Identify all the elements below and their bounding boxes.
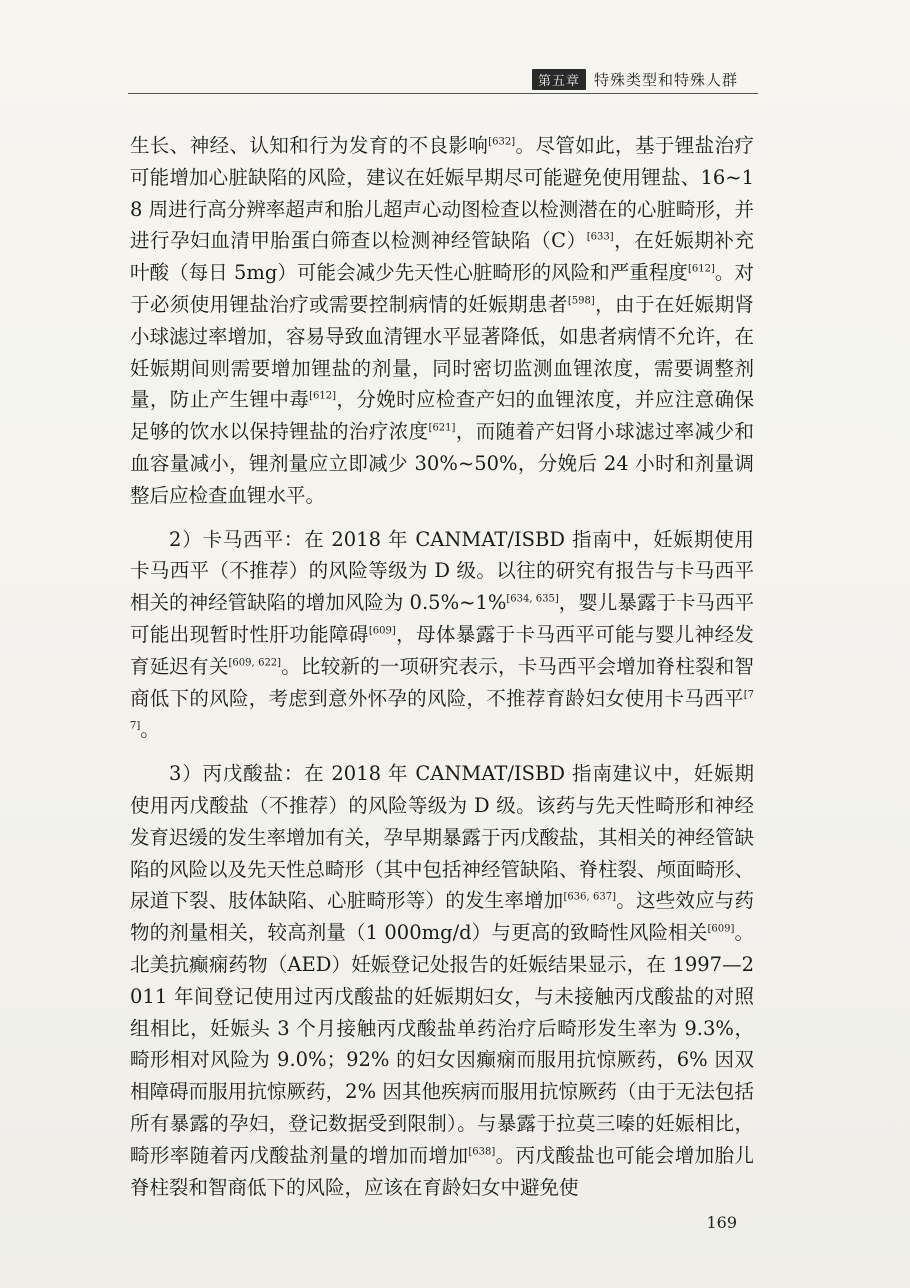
citation-marker: [632] (488, 136, 516, 148)
header-rule (128, 93, 758, 94)
citation-marker: [609] (707, 923, 735, 935)
citation-marker: [609, 622] (228, 657, 282, 669)
text-run: 。这些效应与药物的剂量相关，较高剂量（1 000mg/d）与更高的致畸性风险相关 (130, 889, 754, 945)
text-run: 生长、神经、认知和行为发育的不良影响 (130, 134, 489, 157)
text-run: ，在妊娠期补充叶酸（每日 5mg）可能会减少先天性心脏畸形的风险和严重程度 (130, 229, 754, 285)
text-run: 2）卡马西平：在 2018 年 CANMAT/ISBD 指南中，妊娠期使用卡马西平（不推荐）的风险等级为 D 级。以往的研究有报告与卡马西平相关的神经管缺陷的增加风险为 0.5%~1% (130, 527, 754, 615)
text-run: ，分娩时应检查产妇的血锂浓度，并应注意确保足够的饮水以保持锂盐的治疗浓度 (130, 388, 754, 444)
text-run: 3）丙戊酸盐：在 2018 年 CANMAT/ISBD 指南建议中，妊娠期使用丙戊酸盐（不推荐）的风险等级为 D 级。该药与先天性畸形和神经发育迟缓的发生率增加有关，孕早期暴露于丙戊酸盐，其相关的神经管缺陷的风险以及先天性总畸形（其中包括神经管缺陷、脊柱裂、颅面畸形、尿道下裂、肢体缺陷、心脏畸形等）的发生率增加 (130, 762, 755, 913)
page-number: 169 (706, 1213, 737, 1232)
citation-marker: [621] (428, 422, 456, 434)
citation-marker: [609] (368, 625, 396, 637)
text-run: 。北美抗癫痫药物（AED）妊娠登记处报告的妊娠结果显示，在 1997—2011 年间登记使用过丙戊酸盐的妊娠期妇女，与未接触丙戊酸盐的对照组相比，妊娠头 3 个月接触丙戊酸盐单药治疗后畸形发生率为 9.3%，畸形相对风险为 9.0%；92% 的妇女因癫痫而服用抗惊厥药，6% 因双相障碍而服用抗惊厥药，2% 因其他疾病而服用抗惊厥药（由于无法包括所有暴露的孕妇，登记数据受到限制）。与暴露于拉莫三嗪的妊娠相比，畸形率随着丙戊酸盐剂量的增加而增加 (130, 921, 754, 1167)
body-text (130, 130, 754, 1215)
citation-marker: [77] (130, 689, 754, 732)
citation-marker: [636, 637] (563, 891, 617, 903)
citation-marker: [612] (687, 263, 715, 275)
text-run: ，而随着产妇肾小球滤过率减少和血容量减小，锂剂量应立即减少 30%~50%，分娩后 24 小时和剂量调整后应检查血锂水平。 (130, 420, 754, 507)
text-run: ，由于在妊娠期肾小球滤过率增加，容易导致血清锂水平显著降低，如患者病情不允许，在妊娠期间则需要增加锂盐的剂量，同时密切监测血锂浓度，需要调整剂量，防止产生锂中毒 (130, 292, 755, 412)
text-run: 。丙戊酸盐也可能会增加胎儿脊柱裂和智商低下的风险，应该在育龄妇女中避免使 (130, 1143, 754, 1199)
running-header (532, 69, 738, 90)
citation-marker: [598] (567, 295, 595, 307)
text-run: 。尽管如此，基于锂盐治疗可能增加心脏缺陷的风险，建议在妊娠早期尽可能避免使用锂盐、16~18 周进行高分辨率超声和胎儿超声心动图检查以检测潜在的心脏畸形，并进行孕妇血清甲胎蛋白筛查以检测神经管缺陷（C） (130, 134, 754, 253)
citation-marker: [633] (586, 231, 614, 243)
paragraph (130, 758, 754, 1203)
paragraph (130, 130, 754, 512)
text-run: ，婴儿暴露于卡马西平可能出现暂时性肝功能障碍 (130, 591, 754, 646)
text-run: 。比较新的一项研究表示，卡马西平会增加脊柱裂和智商低下的风险，考虑到意外怀孕的风险，不推荐育龄妇女使用卡马西平 (130, 654, 754, 710)
text-run: 。 (140, 718, 160, 742)
text-run: 。对于必须使用锂盐治疗或需要控制病情的妊娠期患者 (130, 261, 754, 316)
citation-marker: [638] (468, 1146, 496, 1158)
chapter-title: 特殊类型和特殊人群 (593, 71, 738, 89)
citation-marker: [634, 635] (506, 593, 559, 605)
citation-marker: [612] (309, 390, 337, 402)
text-run: ，母体暴露于卡马西平可能与婴儿神经发育延迟有关 (130, 622, 754, 678)
chapter-badge: 第五章 (532, 69, 586, 90)
paragraph (130, 524, 754, 747)
